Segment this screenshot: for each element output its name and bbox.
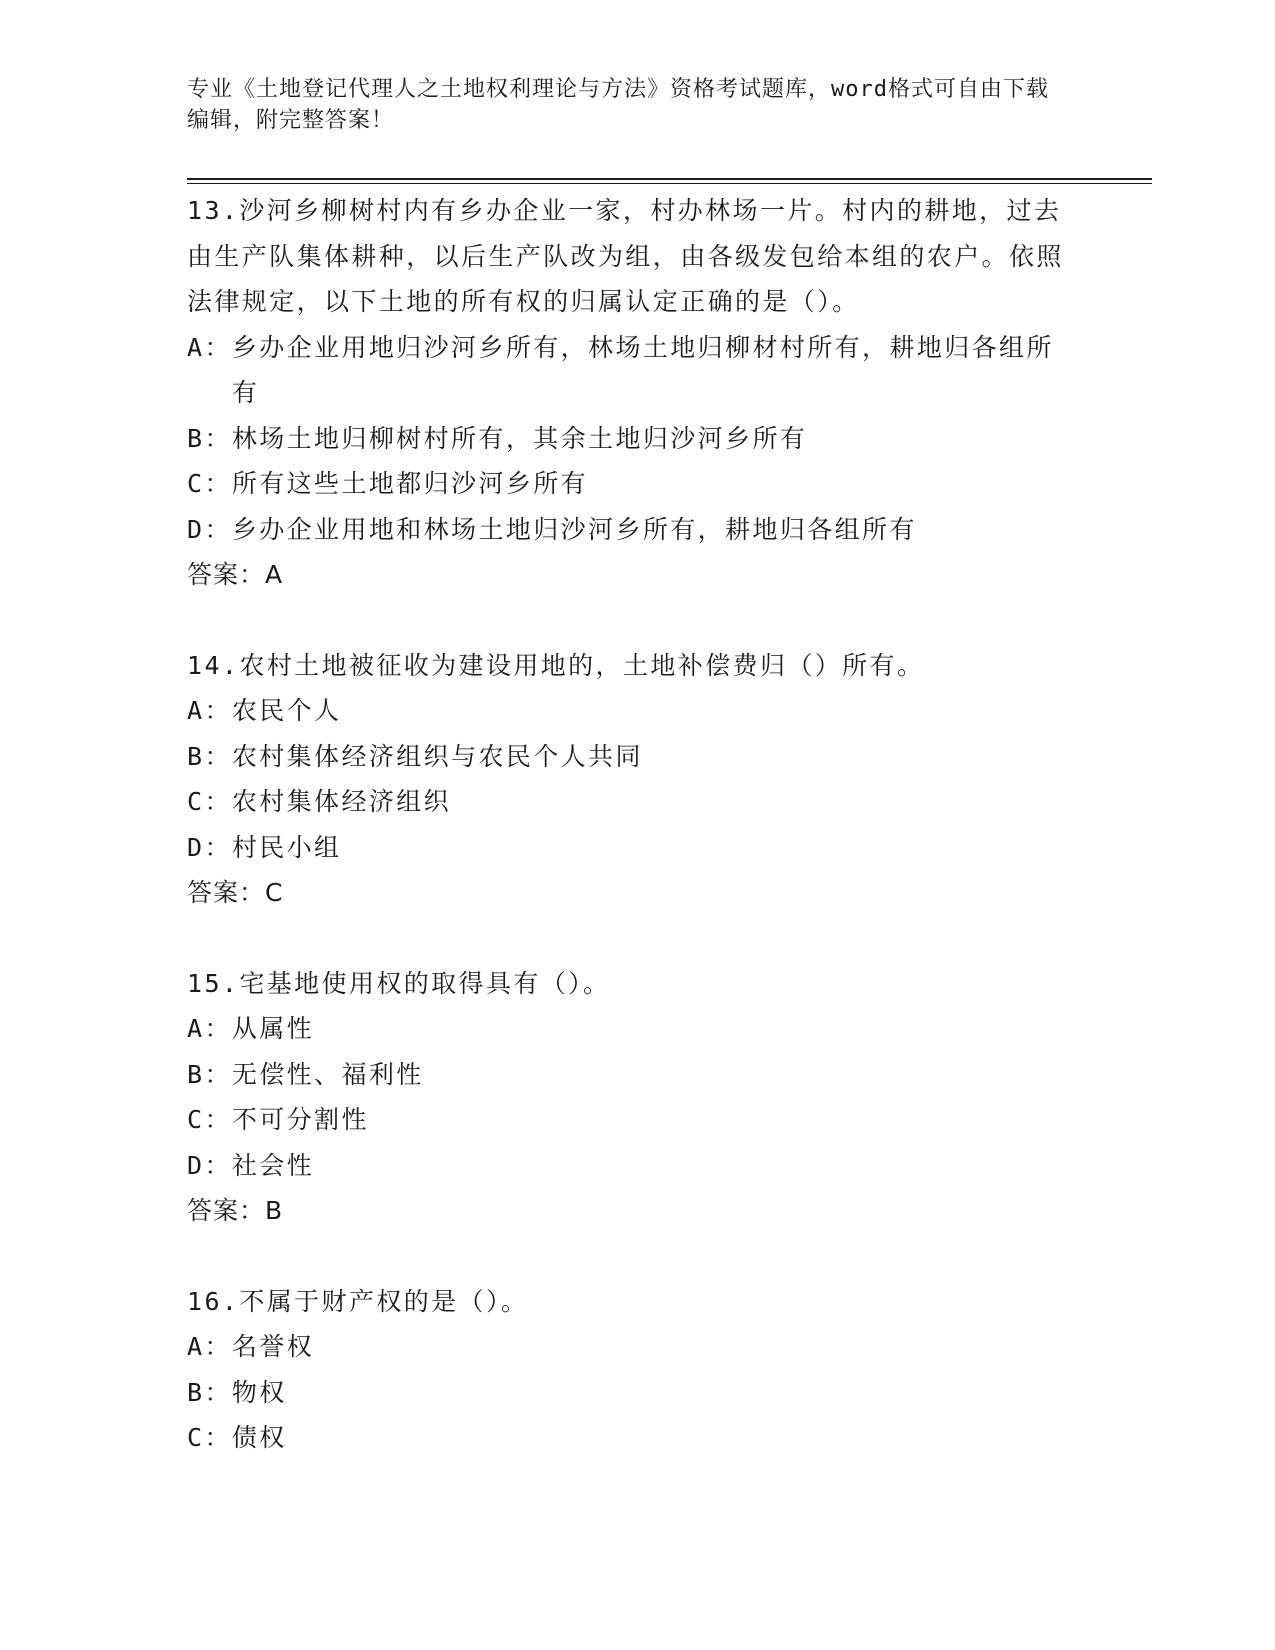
option-letter: A： (187, 696, 232, 725)
question-stem: 13.沙河乡柳树村内有乡办企业一家，村办林场一片。村内的耕地，过去由生产队集体耕种，以后生产队改为组，由各级发包给本组的农户。依照法律规定，以下土地的所有权的归属认定正确的是（）。 (187, 196, 1064, 316)
option-letter: B： (187, 423, 232, 453)
option-letter: A： (187, 332, 232, 362)
option-text: 农民个人 (231, 696, 342, 725)
header-divider-thick (187, 178, 1152, 180)
option-text: 社会性 (231, 1150, 315, 1180)
option-text: 农村集体经济组织 (231, 787, 452, 816)
option-text: 乡办企业用地和林场土地归沙河乡所有，耕地归各组所有 (231, 514, 917, 544)
answer-line: 答案：C (187, 878, 284, 907)
option-b (187, 734, 1077, 780)
option-letter: B： (187, 741, 232, 771)
option-c (187, 461, 1077, 507)
option-b (187, 1052, 1077, 1098)
option-b (187, 416, 1077, 462)
option-c (187, 1415, 1077, 1461)
option-text: 林场土地归柳树村所有，其余土地归沙河乡所有 (231, 423, 808, 453)
option-d (187, 825, 1077, 871)
option-text: 无偿性、福利性 (231, 1059, 424, 1089)
option-letter: D： (187, 832, 232, 862)
question-stem: 15.宅基地使用权的取得具有（）。 (187, 968, 611, 998)
question-13 (187, 188, 1087, 598)
option-c (187, 779, 1077, 825)
option-d (187, 507, 1077, 553)
option-letter: C： (187, 1105, 232, 1134)
question-15 (187, 961, 1087, 1234)
question-16 (187, 1279, 1087, 1461)
option-letter: D： (187, 1150, 232, 1180)
option-text: 不可分割性 (231, 1105, 369, 1134)
option-text: 乡办企业用地归沙河乡所有，林场土地归柳材村所有，耕地归各组所有 (231, 332, 1054, 407)
header-divider-thin (187, 183, 1152, 184)
question-stem: 16.不属于财产权的是（）。 (187, 1286, 529, 1316)
option-letter: C： (187, 787, 232, 816)
option-a (187, 1006, 1077, 1052)
option-letter: B： (187, 1059, 232, 1089)
answer-line: 答案：A (187, 560, 284, 589)
option-letter: A： (187, 1014, 232, 1043)
option-letter: A： (187, 1332, 232, 1361)
option-text: 名誉权 (231, 1332, 315, 1361)
option-text: 村民小组 (231, 832, 342, 862)
option-text: 物权 (231, 1377, 287, 1407)
option-text: 所有这些土地都归沙河乡所有 (231, 469, 589, 498)
option-b (187, 1370, 1077, 1416)
answer-line: 答案：B (187, 1196, 284, 1225)
option-d (187, 1143, 1077, 1189)
option-text: 债权 (231, 1423, 287, 1452)
option-letter: C： (187, 469, 232, 498)
option-text: 从属性 (231, 1014, 315, 1043)
option-letter: B： (187, 1377, 232, 1407)
option-a (187, 1324, 1077, 1370)
question-stem: 14.农村土地被征收为建设用地的，土地补偿费归（）所有。 (187, 650, 925, 680)
option-c (187, 1097, 1077, 1143)
option-letter: C： (187, 1423, 232, 1452)
question-list (187, 188, 1087, 1506)
option-a (187, 688, 1077, 734)
document-header: 专业《土地登记代理人之土地权利理论与方法》资格考试题库，word格式可自由下载编辑，附完整答案！ (187, 77, 1049, 133)
option-a (187, 325, 1077, 416)
option-letter: D： (187, 514, 232, 544)
option-text: 农村集体经济组织与农民个人共同 (231, 741, 643, 771)
question-14 (187, 643, 1087, 916)
